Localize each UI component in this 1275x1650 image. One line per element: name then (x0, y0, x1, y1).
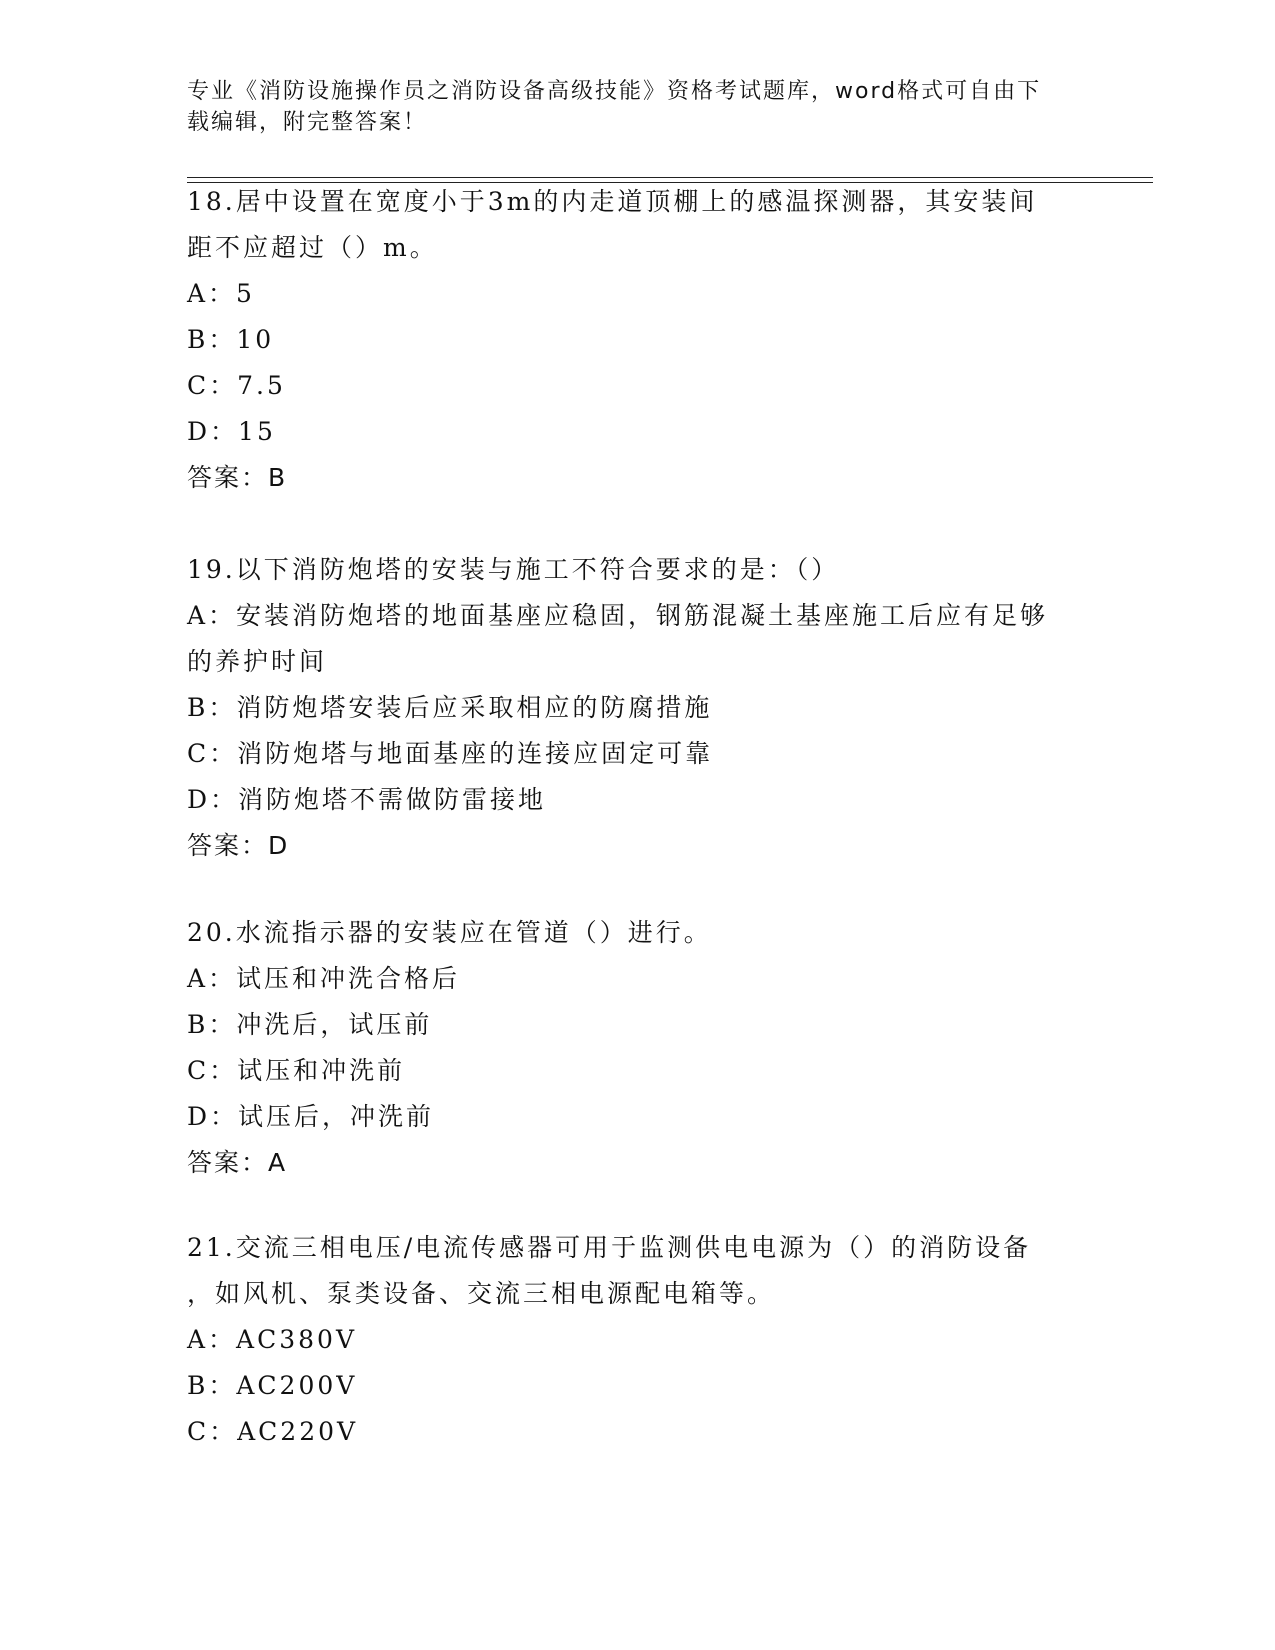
question-text-line: 21.交流三相电压/电流传感器可用于监测供电电源为（）的消防设备 (187, 1233, 1032, 1262)
document-header (187, 76, 1087, 138)
option-d: D：15 (187, 417, 276, 446)
option-a: A：试压和冲洗合格后 (187, 964, 461, 993)
option-c: C：试压和冲洗前 (187, 1056, 406, 1085)
option-d: D：试压后，冲洗前 (187, 1102, 435, 1131)
question-text-line: 19.以下消防炮塔的安装与施工不符合要求的是：（） (187, 555, 840, 584)
question-text-line: 18.居中设置在宽度小于3m的内走道顶棚上的感温探测器，其安装间 (187, 187, 1038, 216)
option-a: A：AC380V (187, 1325, 358, 1354)
option-c: C：7.5 (187, 371, 286, 400)
question-19 (187, 547, 1087, 869)
option-c: C：消防炮塔与地面基座的连接应固定可靠 (187, 739, 714, 768)
option-a-continued: 的养护时间 (187, 647, 328, 676)
question-21 (187, 1225, 1087, 1455)
header-line-2: 载编辑，附完整答案！ (187, 110, 428, 135)
option-d: D：消防炮塔不需做防雷接地 (187, 785, 547, 814)
option-b: B：AC200V (187, 1371, 358, 1400)
answer: 答案：B (187, 463, 288, 492)
answer: 答案：D (187, 831, 290, 860)
option-b: B：消防炮塔安装后应采取相应的防腐措施 (187, 693, 713, 722)
question-18 (187, 179, 1087, 501)
header-divider-top (187, 177, 1153, 178)
option-a: A：安装消防炮塔的地面基座应稳固，钢筋混凝土基座施工后应有足够 (187, 601, 1049, 630)
header-line-1: 专业《消防设施操作员之消防设备高级技能》资格考试题库，word格式可自由下 (187, 79, 1042, 104)
answer: 答案：A (187, 1148, 288, 1177)
option-b: B：冲洗后，试压前 (187, 1010, 433, 1039)
question-text-line: 20.水流指示器的安装应在管道（）进行。 (187, 918, 712, 947)
question-text-line: 距不应超过（）m。 (187, 233, 438, 262)
question-text-line: ，如风机、泵类设备、交流三相电源配电箱等。 (187, 1279, 776, 1308)
option-c: C：AC220V (187, 1417, 359, 1446)
option-a: A：5 (187, 279, 255, 308)
question-20 (187, 910, 1087, 1186)
option-b: B：10 (187, 325, 275, 354)
